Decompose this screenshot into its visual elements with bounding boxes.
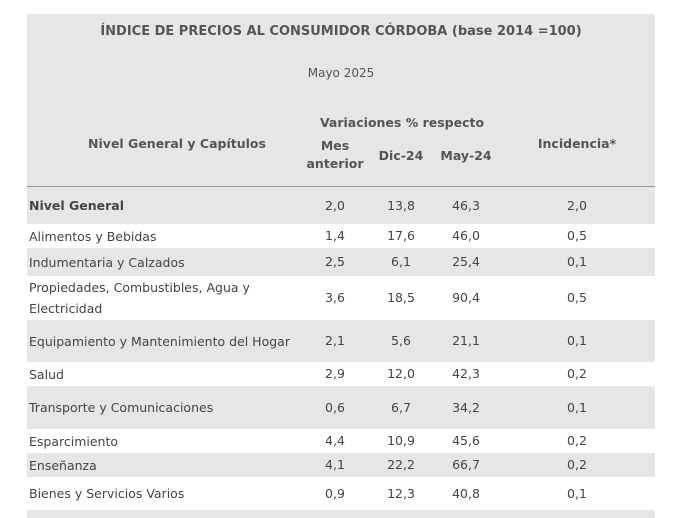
ipc-table [27, 14, 655, 518]
row-incidence: 0,1 [567, 399, 587, 415]
row-prev-month: 2,5 [325, 254, 345, 269]
row-prev-month: 2,0 [325, 197, 345, 213]
table-row [27, 362, 655, 386]
row-dic-24: 10,9 [387, 433, 415, 448]
row-incidence: 0,2 [567, 457, 587, 472]
row-dic-24: 12,3 [387, 485, 415, 501]
row-may-24: 42,3 [452, 366, 480, 381]
row-incidence: 0,1 [567, 485, 587, 501]
row-may-24: 46,0 [452, 228, 480, 243]
row-incidence: 0,2 [567, 366, 587, 381]
table-period: Mayo 2025 [307, 66, 375, 80]
table-row [27, 224, 655, 248]
row-prev-month: 2,1 [325, 333, 345, 348]
row-prev-month: 0,6 [325, 399, 345, 415]
row-incidence: 0,2 [567, 433, 587, 448]
row-label: Propiedades, Combustibles, Agua y Electricidad [29, 280, 250, 316]
row-label: Equipamiento y Mantenimiento del Hogar [29, 333, 290, 349]
row-may-24: 25,4 [452, 254, 480, 269]
row-dic-24: 5,6 [391, 333, 411, 348]
row-dic-24: 22,2 [387, 457, 415, 472]
table-row [27, 276, 655, 320]
table-header [27, 14, 655, 186]
row-prev-month: 2,9 [325, 366, 345, 381]
header-may-24: May-24 [440, 148, 492, 163]
table-footer-band [27, 510, 655, 518]
row-label: Nivel General [29, 198, 125, 213]
row-incidence: 2,0 [567, 197, 587, 213]
row-prev-month: 3,6 [325, 290, 345, 305]
header-variations: Variaciones % respecto [319, 115, 485, 130]
row-prev-month: 0,9 [325, 485, 345, 501]
row-dic-24: 13,8 [387, 197, 415, 213]
row-label: Esparcimiento [29, 433, 119, 449]
row-dic-24: 17,6 [387, 228, 415, 243]
table-body [27, 187, 655, 510]
row-dic-24: 6,1 [391, 254, 411, 269]
row-may-24: 90,4 [452, 290, 480, 305]
row-incidence: 0,1 [567, 254, 587, 269]
table-row [27, 477, 655, 510]
row-may-24: 66,7 [452, 457, 480, 472]
table-row [27, 320, 655, 362]
header-prev-month: Mes anterior [306, 138, 364, 171]
header-dic-24: Dic-24 [378, 148, 424, 163]
row-may-24: 40,8 [452, 485, 480, 501]
table-row [27, 429, 655, 453]
row-may-24: 21,1 [452, 333, 480, 348]
row-may-24: 34,2 [452, 399, 480, 415]
row-incidence: 0,5 [567, 228, 587, 243]
table-row [27, 248, 655, 276]
table-row [27, 187, 655, 224]
row-prev-month: 4,4 [325, 433, 345, 448]
row-dic-24: 12,0 [387, 366, 415, 381]
header-incidence: Incidencia* [537, 136, 617, 151]
row-incidence: 0,5 [567, 290, 587, 305]
header-chapters: Nivel General y Capítulos [88, 136, 266, 151]
table-title: ÍNDICE DE PRECIOS AL CONSUMIDOR CÓRDOBA (base 2014 =100) [100, 24, 582, 39]
row-may-24: 46,3 [452, 197, 480, 213]
row-prev-month: 1,4 [325, 228, 345, 243]
table-row [27, 386, 655, 429]
row-dic-24: 6,7 [391, 399, 411, 415]
table-row [27, 453, 655, 477]
row-label: Bienes y Servicios Varios [29, 486, 185, 501]
row-label: Enseñanza [29, 457, 97, 473]
row-incidence: 0,1 [567, 333, 587, 348]
row-label: Indumentaria y Calzados [29, 254, 185, 270]
row-prev-month: 4,1 [325, 457, 345, 472]
row-may-24: 45,6 [452, 433, 480, 448]
row-dic-24: 18,5 [387, 290, 415, 305]
row-label: Salud [29, 366, 64, 382]
row-label: Alimentos y Bebidas [29, 228, 157, 244]
row-label: Transporte y Comunicaciones [29, 400, 214, 415]
